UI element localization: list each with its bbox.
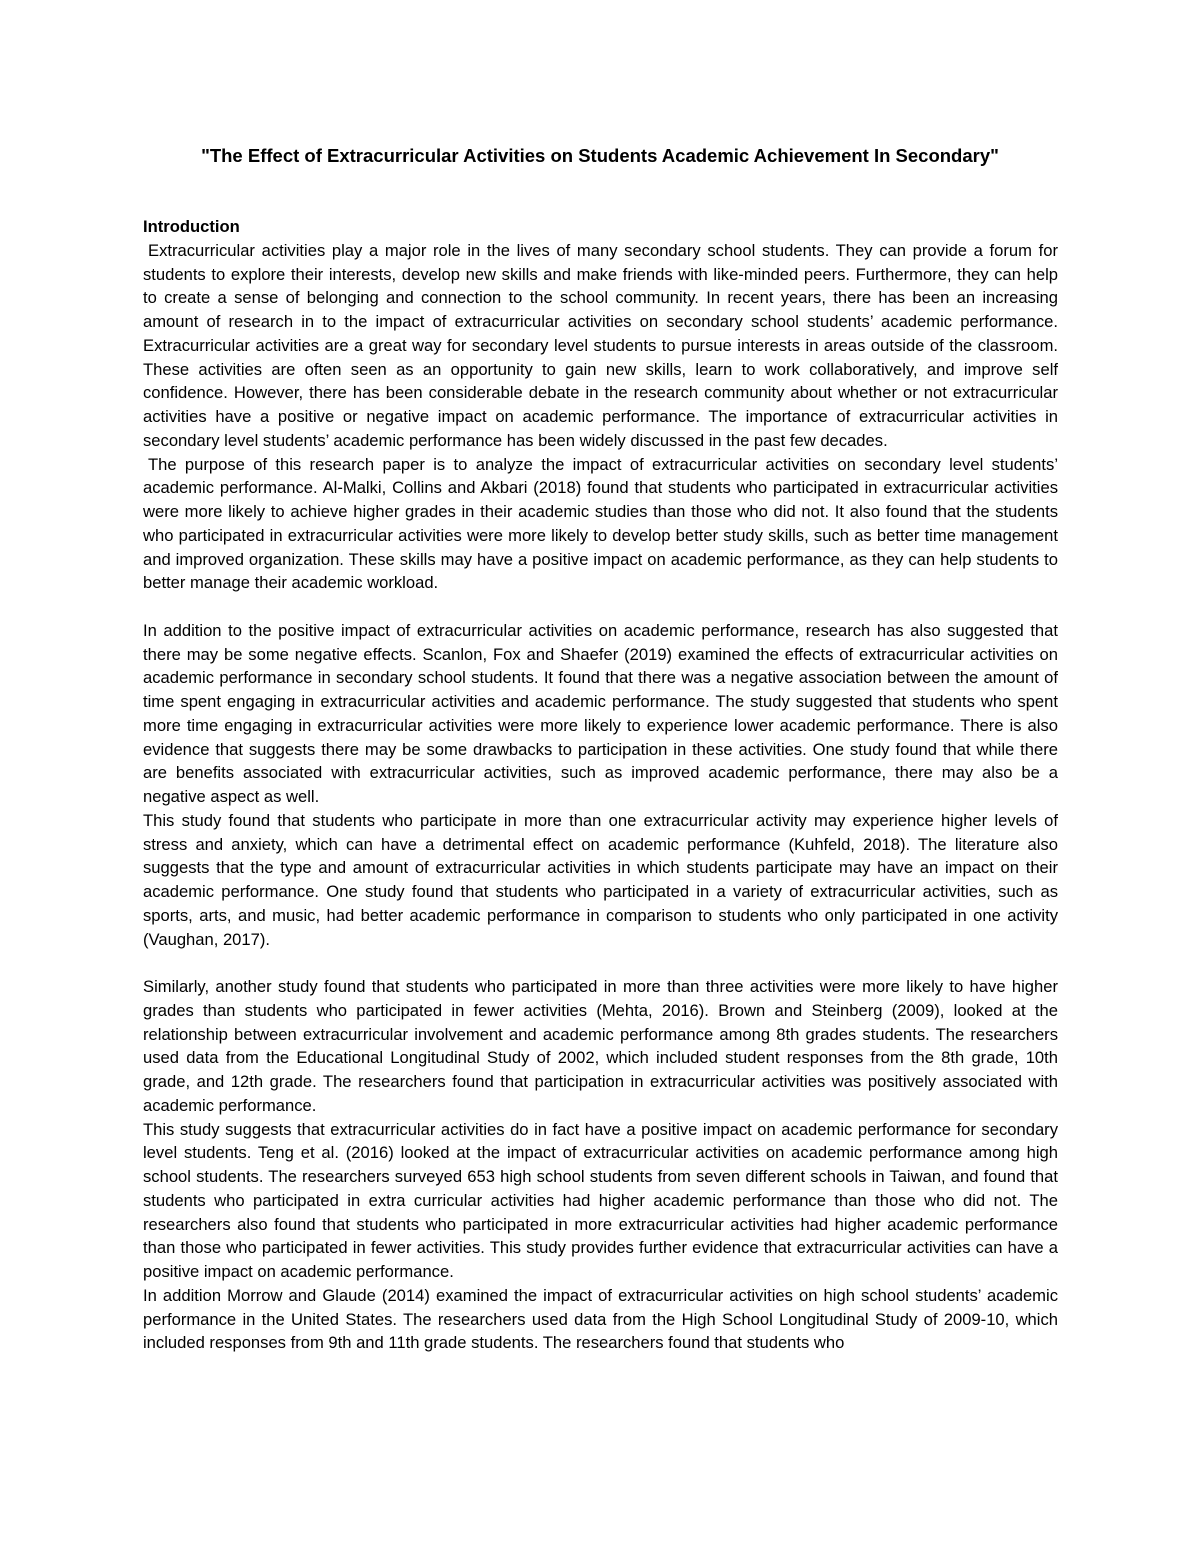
paragraph-6: This study suggests that extracurricular activities do in fact have a positive impact on academic performance for secondary level students. Teng et al. (2016) looked at the impact of extracurricular activities on academic performance among high school students. The researchers surveyed 653 high school students from seven different schools in Taiwan, and found that students who participated in extra curricular activities had higher academic performance than those who did not. The researchers also found that students who participated in more extracurricular activities had higher academic performance than those who participated in fewer activities. This study provides further evidence that extracurricular activities can have a positive impact on academic performance. bbox=[143, 1119, 1058, 1281]
document-body bbox=[143, 215, 1058, 1355]
section-heading-introduction: Introduction bbox=[143, 217, 240, 236]
paragraph-5: Similarly, another study found that students who participated in more than three activities were more likely to have higher grades than students who participated in fewer activities (Mehta, 2016). Brown and Steinberg (2009), looked at the relationship between extracurricular involvement and academic performance among 8th grades students. The researchers used data from the Educational Longitudinal Study of 2002, which included student responses from the 8th grade, 10th grade, and 12th grade. The researchers found that participation in extracurricular activities was positively associated with academic performance. bbox=[143, 977, 1058, 1115]
document-title: "The Effect of Extracurricular Activities on Students Academic Achievement In Secondary" bbox=[201, 145, 999, 166]
paragraph-3: In addition to the positive impact of extracurricular activities on academic performance, research has also suggested that there may be some negative effects. Scanlon, Fox and Shaefer (2019) examined the effects of extracurricular activities on academic performance in secondary school students. It found that there was a negative association between the amount of time spent engaging in extracurricular activities and academic performance. The study suggested that students who spent more time engaging in extracurricular activities were more likely to experience lower academic performance. There is also evidence that suggests there may be some drawbacks to participation in these activities. One study found that while there are benefits associated with extracurricular activities, such as improved academic performance, there may also be a negative aspect as well. bbox=[143, 620, 1058, 806]
paragraph-2: The purpose of this research paper is to analyze the impact of extracurricular activities on secondary level students’ academic performance. Al-Malki, Collins and Akbari (2018) found that students who participated in extracurricular activities were more likely to achieve higher grades in their academic studies than those who did not. It also found that the students who participated in extracurricular activities were more likely to develop better study skills, such as better time management and improved organization. These skills may have a positive impact on academic performance, as they can help students to better manage their academic workload. bbox=[143, 454, 1058, 593]
paragraph-1: Extracurricular activities play a major role in the lives of many secondary school students. They can provide a forum for students to explore their interests, develop new skills and make friends with like-minded peers. Furthermore, they can help to create a sense of belonging and connection to the school community. In recent years, there has been an increasing amount of research in to the impact of extracurricular activities on secondary school students’ academic performance. Extracurricular activities are a great way for secondary level students to pursue interests in areas outside of the classroom. These activities are often seen as an opportunity to gain new skills, learn to work collaboratively, and improve self confidence. However, there has been considerable debate in the research community about whether or not extracurricular activities have a positive or negative impact on academic performance. The importance of extracurricular activities in secondary level students’ academic performance has been widely discussed in the past few decades. bbox=[143, 240, 1058, 450]
paragraph-7: In addition Morrow and Glaude (2014) examined the impact of extracurricular activities on high school students’ academic performance in the United States. The researchers used data from the High School Longitudinal Study of 2009-10, which included responses from 9th and 11th grade students. The researchers found that students who bbox=[143, 1285, 1058, 1353]
paragraph-4: This study found that students who participate in more than one extracurricular activity may experience higher levels of stress and anxiety, which can have a detrimental effect on academic performance (Kuhfeld, 2018). The literature also suggests that the type and amount of extracurricular activities in which students participate may have an impact on their academic performance. One study found that students who participated in a variety of extracurricular activities, such as sports, arts, and music, had better academic performance in comparison to students who only participated in one activity (Vaughan, 2017). bbox=[143, 810, 1058, 949]
